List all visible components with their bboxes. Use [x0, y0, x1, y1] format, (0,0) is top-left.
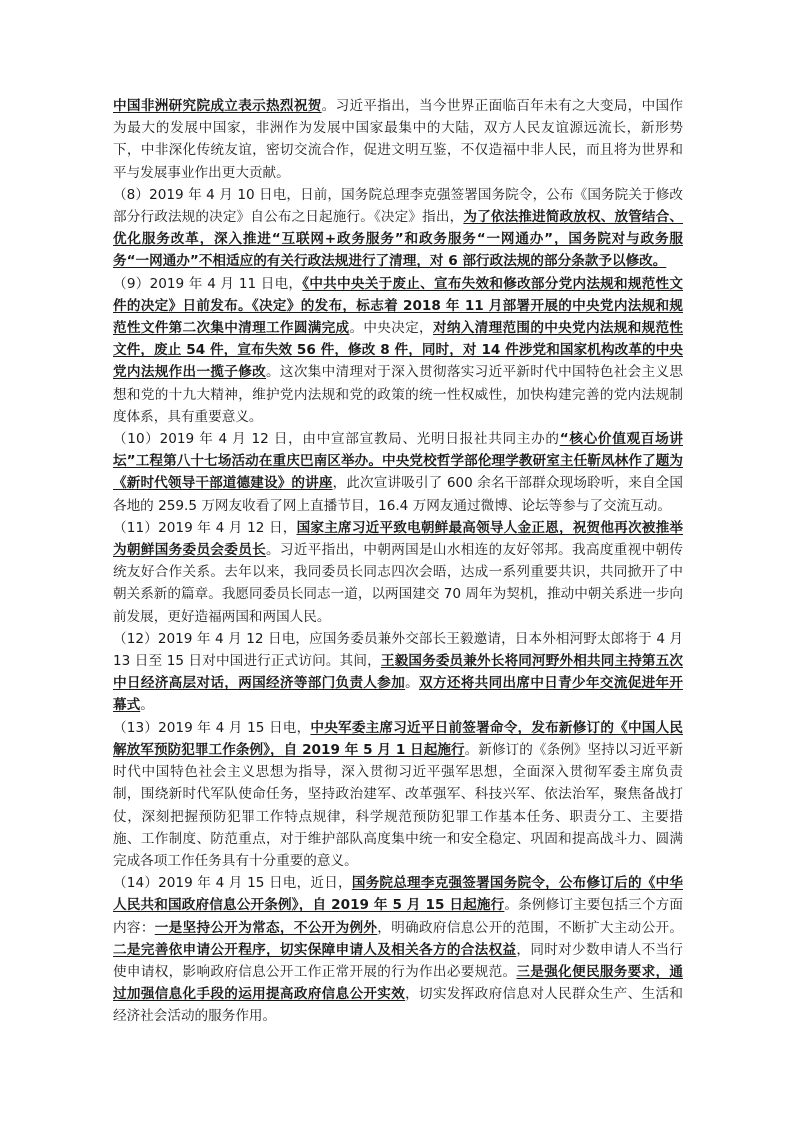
- body-text: ，明确政府信息公开的范围，不断扩大主动公开。: [377, 919, 684, 936]
- emphasized-text: 国务院总理李克强签署国务院令，公布修订后的《中华人民共和国政府信息公开条例》，自 2019 年 5 月 15 日起施行: [113, 875, 683, 914]
- emphasized-text: 双方还将共同出席中日青少年交流促进年开幕式: [113, 675, 684, 714]
- body-text: （13）2019 年 4 月 15 日电，: [113, 719, 311, 736]
- body-text: （8）2019 年 4 月 10 日电，日前，国务院总理李克强签署国务院令，公布《国务院关于修改部分行政法规的决定》自公布之日起施行。《决定》指出，: [113, 186, 683, 226]
- para-item-14: [113, 872, 683, 1027]
- emphasized-text: 一是坚持公开为常态，不公开为例外: [154, 919, 378, 936]
- para-item-12: [113, 628, 683, 717]
- body-text: （10）2019 年 4 月 12 日，由中宣部宣教局、光明日报社共同主办的: [113, 431, 560, 448]
- para-item-8: [113, 184, 683, 273]
- emphasized-text: 对纳入清理范围的中央党内法规和规范性文件，废止 54 件，宣布失效 56 件，修改 8 件，同时，对 14 件涉党和国家机构改革的中央党内法规作出一揽子修改: [113, 320, 684, 381]
- para-item-11: [113, 517, 683, 628]
- emphasized-text: 王毅国务委员兼外长将同河野外相共同主持第五次中日经济高层对话，两国经济等部门负责人参加: [113, 653, 684, 692]
- body-text: 。新修订的《条例》坚持以习近平新时代中国特色社会主义思想为指导，深入贯彻习近平强军思想，全面深入贯彻军委主席负责制，围绕新时代军队使命任务，坚持政治建军、改革强军、科技兴军、依法治军，聚焦备战打仗，深刻把握预防犯罪工作特点规律，科学规范预防犯罪工作基本任务、职责分工、主要措施、工作制度、防范重点，对于维护部队高度集中统一和安全稳定、巩固和提高战斗力、圆满完成各项工作任务具有十分重要的意义。: [113, 741, 683, 869]
- para-item-9: [113, 273, 683, 428]
- emphasized-text: 二是完善依申请公开程序，切实保障申请人及相关各方的合法权益: [113, 941, 517, 958]
- emphasized-text: 中国非洲研究院成立表示热烈祝贺: [113, 98, 322, 114]
- body-text: 。: [405, 675, 420, 692]
- body-text: ，切实发挥政府信息对人民群众生产、生活和经济社会活动的服务作用。: [113, 986, 684, 1025]
- body-text: 。中央决定，: [349, 320, 433, 337]
- body-text: ，同时对少数申请人不当行使申请权，影响政府信息公开工作正常开展的行为作出必要规范。: [113, 941, 684, 980]
- body-text: 。习近平指出，中朝两国是山水相连的友好邻邦。我高度重视中朝传统友好合作关系。去年以来，我同委员长同志四次会晤，达成一系列重要共识，共同掀开了中朝关系新的篇章。我愿同委员长同志一道，以两国建交 70 周年为契机，推动中朝关系进一步向前发展，更好造福两国和两国人民。: [113, 542, 684, 625]
- para-intro-cont: [113, 95, 683, 184]
- body-text: 。: [140, 697, 154, 714]
- body-text: （12）2019 年 4 月 12 日电，应国务委员兼外交部长王毅邀请，日本外相河野太郎将于 4 月 13 日至 15 日对中国进行正式访问。其间，: [113, 630, 683, 670]
- emphasized-text: 三是强化便民服务要求，通过加强信息化手段的运用提高政府信息公开实效: [113, 963, 684, 1003]
- body-text: （14）2019 年 4 月 15 日电，近日，: [113, 875, 352, 892]
- body-text: 。条例修订主要包括三个方面内容：: [113, 897, 683, 936]
- emphasized-text: 中央军委主席习近平日前签署命令，发布新修订的《中国人民解放军预防犯罪工作条例》，自 2019 年 5 月 1 日起施行: [113, 719, 683, 758]
- body-text: （9）2019 年 4 月 11 日电，: [113, 275, 303, 292]
- emphasized-text: 国家主席习近平致电朝鲜最高领导人金正恩，祝贺他再次被推举为朝鲜国务委员会委员长: [113, 519, 684, 559]
- emphasized-text: “核心价值观百场讲坛”工程第八十七场活动在重庆巴南区举办。中央党校哲学部伦理学教研室主任靳凤林作了题为《新时代领导干部道德建设》的讲座: [113, 431, 683, 492]
- body-text: ，此次宣讲吸引了 600 余名干部群众现场聆听，来自全国各地的 259.5 万网友收看了网上直播节目，16.4 万网友通过微博、论坛等参与了交流互动。: [113, 475, 684, 514]
- para-item-13: [113, 717, 683, 872]
- emphasized-text: 《中共中央关于废止、宣布失效和修改部分党内法规和规范性文件的决定》日前发布。《决定》的发布，标志着 2018 年 11 月部署开展的中央党内法规和规范性文件第二次集中清理工作圆满完成: [113, 275, 684, 337]
- body-text: （11）2019 年 4 月 12 日，: [113, 519, 297, 536]
- body-text: 。这次集中清理对于深入贯彻落实习近平新时代中国特色社会主义思想和党的十九大精神，维护党内法规和党的政策的统一性权威性，加快构建完善的党内法规制度体系，具有重要意义。: [113, 364, 684, 425]
- document-body: [113, 95, 683, 1028]
- para-item-10: [113, 428, 683, 517]
- body-text: 。习近平指出，当今世界正面临百年未有之大变局，中国作为最大的发展中国家，非洲作为发展中国家最集中的大陆，双方人民友谊源远流长，新形势下，中非深化传统友谊，密切交流合作，促进文明互鉴，不仅造福中非人民，而且将为世界和平与发展事业作出更大贡献。: [113, 98, 684, 181]
- emphasized-text: 为了依法推进简政放权、放管结合、优化服务改革，深入推进“互联网+政务服务”和政务服务“一网通办”，国务院对与政务服务“一网通办”不相适应的有关行政法规进行了清理，对 6 部行政法规的部分条款予以修改。: [113, 209, 684, 270]
